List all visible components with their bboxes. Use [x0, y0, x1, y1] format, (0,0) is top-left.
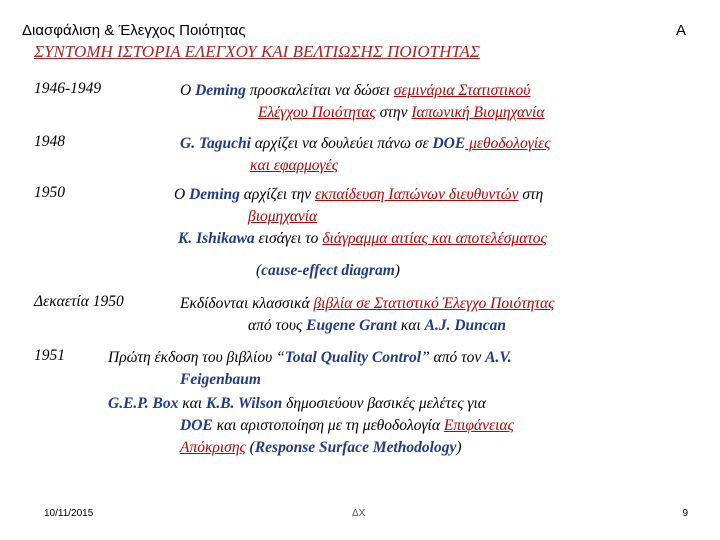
- event-year-1950: 1950: [34, 184, 65, 201]
- event-year-1951: 1951: [34, 347, 65, 364]
- event-text-segment: Eugene Grant: [306, 317, 397, 334]
- event-text-segment: στην: [375, 104, 412, 121]
- footer-page-number: 9: [682, 508, 688, 519]
- event-line: [174, 184, 543, 206]
- event-text-segment: Ο: [174, 186, 190, 203]
- event-text-segment: Πρώτη έκδοση του βιβλίου “: [108, 349, 285, 366]
- event-text-segment: ): [456, 439, 462, 456]
- event-text-segment: ): [394, 262, 400, 279]
- event-text-segment: A.J. Duncan: [424, 317, 507, 334]
- event-line: [248, 315, 506, 337]
- event-text-segment: από τους: [248, 317, 307, 334]
- event-line: [180, 293, 554, 315]
- event-text-segment: εκπαίδευση Ιαπώνων διευθυντών: [315, 186, 519, 203]
- event-line: [180, 437, 462, 459]
- page-header-title: Διασφάλιση & Έλεγχος Ποιότητας: [22, 22, 246, 39]
- event-text-segment: G.E.P. Box: [108, 395, 179, 412]
- event-text-segment: αρχίζει την: [239, 186, 316, 203]
- event-text-segment: και: [178, 395, 206, 412]
- slide-subtitle: ΣΥΝΤΟΜΗ ΙΣΤΟΡΙΑ ΕΛΕΓΧΟΥ ΚΑΙ ΒΕΛΤΙΩΣΗΣ ΠΟΙΟΤΗΤΑΣ: [34, 42, 481, 61]
- event-line: [108, 393, 486, 415]
- event-text-segment: προσκαλείται να δώσει: [245, 82, 394, 99]
- event-text-segment: Total Quality Control: [284, 349, 422, 366]
- event-text-segment: Deming: [195, 82, 246, 99]
- event-text-segment: A.V.: [485, 349, 512, 366]
- event-text-segment: και: [396, 317, 425, 334]
- event-text-segment: στη: [518, 186, 544, 203]
- event-text-segment: Επιφάνειας: [443, 417, 514, 434]
- event-text-segment: G. Taguchi: [180, 135, 251, 152]
- footer-author: ΔΧ: [352, 508, 366, 519]
- event-text-segment: DOE: [180, 417, 213, 434]
- event-text-segment: ” από τον: [421, 349, 486, 366]
- event-line: [178, 228, 547, 250]
- event-text-segment: μεθοδολογίες: [465, 135, 551, 152]
- footer-date: 10/11/2015: [44, 508, 94, 519]
- event-text-segment: δημοσιεύουν βασικές μελέτες για: [282, 395, 486, 412]
- event-text-segment: (: [256, 262, 262, 279]
- event-text-segment: Ιαπωνική Βιομηχανία: [411, 104, 545, 121]
- event-text-segment: K. Ishikawa: [178, 230, 255, 247]
- event-text-segment: αρχίζει να δουλεύει πάνω σε: [250, 135, 433, 152]
- event-text-segment: βιβλία σε Στατιστικό Έλεγχο Ποιότητας: [313, 295, 555, 312]
- event-line: [180, 133, 551, 155]
- event-line: [256, 260, 400, 282]
- event-text-segment: σεμινάρια Στατιστικού: [393, 82, 531, 99]
- event-line: [180, 415, 514, 437]
- event-line: [108, 347, 512, 369]
- event-text-segment: Response Surface Methodology: [254, 439, 457, 456]
- event-text-segment: Deming: [189, 186, 240, 203]
- event-text-segment: εισάγει το: [254, 230, 323, 247]
- event-text-segment: K.B. Wilson: [205, 395, 283, 412]
- event-text-segment: DOE: [432, 135, 466, 152]
- section-letter: A: [675, 22, 686, 39]
- event-line: [248, 206, 317, 228]
- event-text-segment: O: [180, 82, 196, 99]
- event-text-segment: διάγραμμα αιτίας και αποτελέσματος: [322, 230, 547, 247]
- event-line: [258, 102, 545, 124]
- event-line: [180, 369, 261, 391]
- event-year-1948: 1948: [34, 133, 65, 150]
- event-text-segment: Feigenbaum: [180, 371, 261, 388]
- event-year-1946-1949: 1946-1949: [34, 80, 102, 97]
- event-line: [250, 155, 338, 177]
- event-text-segment: βιομηχανία: [248, 208, 318, 225]
- event-text-segment: (: [245, 439, 255, 456]
- event-text-segment: Απόκρισης: [180, 439, 246, 456]
- event-year-decade-1950: Δεκαετία 1950: [34, 293, 124, 310]
- event-text-segment: Εκδίδονται κλασσικά: [180, 295, 314, 312]
- event-line: [180, 80, 530, 102]
- event-text-segment: και εφαρμογές: [250, 157, 339, 174]
- event-text-segment: και αριστοποίηση με τη μεθοδολογία: [212, 417, 444, 434]
- event-text-segment: Ελέγχου Ποιότητας: [258, 104, 376, 121]
- event-text-segment: cause-effect diagram: [261, 262, 395, 279]
